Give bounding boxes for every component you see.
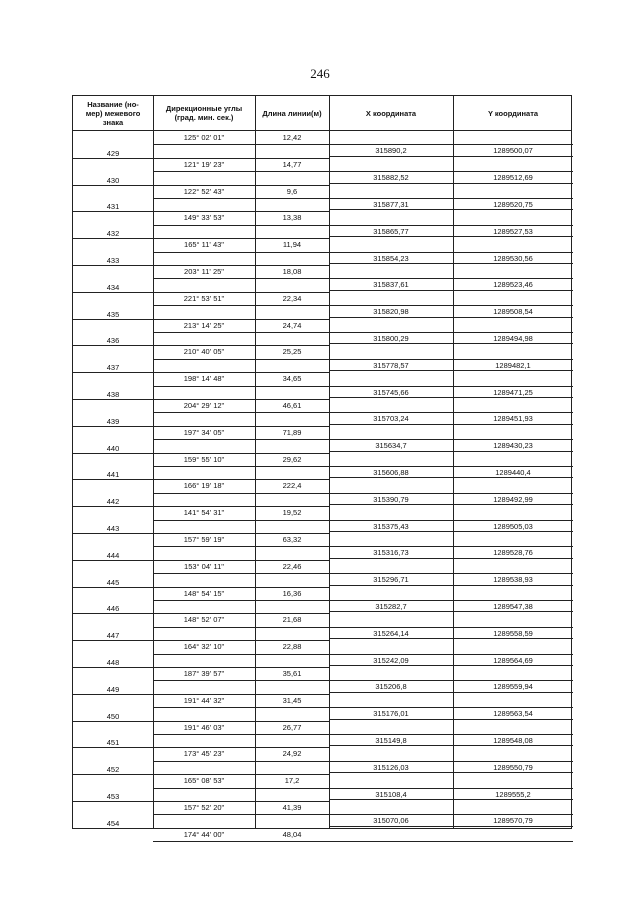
point-y: 1289538,93	[493, 575, 533, 585]
point-name: 439	[106, 416, 120, 426]
row-divider	[153, 747, 329, 748]
segment-angle: 166° 19' 18"	[183, 481, 225, 491]
header-length-text: Длина линии(м)	[262, 108, 322, 118]
column-divider	[329, 96, 330, 130]
row-divider	[73, 506, 153, 507]
row-divider	[153, 158, 329, 159]
row-divider	[329, 654, 573, 655]
row-divider	[329, 317, 573, 318]
segment-length: 34,65	[282, 374, 302, 384]
row-divider	[73, 292, 153, 293]
segment-length: 222,4	[282, 481, 302, 491]
row-divider	[329, 278, 573, 279]
row-divider	[329, 305, 573, 306]
row-divider	[329, 370, 573, 371]
row-divider	[153, 386, 329, 387]
point-x: 315745,66	[373, 387, 409, 397]
point-y: 1289570,79	[493, 816, 533, 826]
point-y: 1289547,38	[493, 602, 533, 611]
point-y: 1289548,08	[493, 736, 533, 745]
row-divider	[73, 828, 153, 829]
point-name: 448	[106, 658, 120, 667]
boundary-coordinates-table	[72, 95, 572, 839]
row-divider	[73, 533, 153, 534]
segment-length: 63,32	[282, 535, 302, 544]
row-divider	[153, 332, 329, 333]
row-divider	[153, 399, 329, 400]
row-divider	[73, 185, 153, 186]
row-divider	[329, 814, 573, 815]
segment-angle: 187° 39' 57"	[183, 669, 225, 678]
row-divider	[329, 451, 573, 452]
row-divider	[329, 225, 573, 226]
row-divider	[329, 665, 573, 666]
row-divider	[329, 707, 573, 708]
row-divider	[73, 721, 153, 722]
segment-length: 19,52	[282, 508, 302, 518]
point-name: 454	[106, 818, 120, 828]
header-angle	[153, 96, 255, 130]
segment-length: 21,68	[282, 615, 302, 625]
row-divider	[329, 734, 573, 735]
row-divider	[153, 640, 329, 641]
row-divider	[329, 504, 573, 505]
segment-length: 22,88	[282, 642, 302, 652]
row-divider	[153, 573, 329, 574]
row-divider	[73, 747, 153, 748]
row-divider	[153, 426, 329, 427]
point-x: 315070,06	[373, 816, 409, 826]
point-x: 315126,03	[373, 762, 409, 772]
row-divider	[73, 640, 153, 641]
row-divider	[329, 412, 573, 413]
row-divider	[329, 156, 573, 157]
point-name: 434	[106, 282, 120, 292]
point-y: 1289527,53	[493, 226, 533, 236]
segment-angle: 210° 40' 05"	[183, 347, 225, 357]
segment-length: 48,04	[282, 829, 302, 839]
row-divider	[153, 680, 329, 681]
row-divider	[73, 345, 153, 346]
segment-length: 71,89	[282, 427, 302, 437]
row-divider	[329, 788, 573, 789]
row-divider	[153, 171, 329, 172]
point-y: 1289528,76	[493, 548, 533, 558]
row-divider	[153, 761, 329, 762]
header-x-text: X координата	[365, 108, 417, 118]
point-name: 445	[106, 577, 120, 587]
row-divider	[73, 453, 153, 454]
segment-angle: 173° 45' 23"	[183, 749, 225, 759]
row-divider	[153, 828, 329, 829]
point-x: 315176,01	[373, 709, 409, 719]
row-divider	[329, 439, 573, 440]
segment-angle: 141° 54' 31"	[183, 508, 225, 518]
point-y: 1289512,69	[493, 173, 533, 183]
row-divider	[329, 236, 573, 237]
row-divider	[329, 209, 573, 210]
point-y: 1289508,54	[493, 307, 533, 317]
segment-angle: 157° 59' 19"	[183, 535, 225, 544]
header-angle-text: Дирекционные углы (град. мин. сек.)	[165, 104, 243, 122]
segment-angle: 125° 02' 01"	[183, 133, 225, 142]
row-divider	[153, 372, 329, 373]
row-divider	[329, 332, 573, 333]
row-divider	[73, 479, 153, 480]
row-divider	[329, 397, 573, 398]
point-x: 315375,43	[373, 521, 409, 531]
segment-length: 9,6	[286, 186, 298, 196]
row-divider	[329, 719, 573, 720]
row-divider	[329, 198, 573, 199]
row-divider	[153, 774, 329, 775]
point-name: 446	[106, 604, 120, 614]
segment-angle: 174° 44' 00"	[183, 829, 225, 839]
segment-length: 16,36	[282, 588, 302, 598]
row-divider	[73, 426, 153, 427]
row-divider	[329, 772, 573, 773]
column-divider	[153, 96, 154, 130]
point-x: 315606,88	[373, 468, 409, 477]
segment-length: 22,46	[282, 561, 302, 571]
point-name: 431	[106, 202, 120, 212]
segment-angle: 165° 08' 53"	[183, 776, 225, 786]
row-divider	[329, 745, 573, 746]
segment-length: 14,77	[282, 159, 302, 169]
segment-length: 25,25	[282, 347, 302, 357]
row-divider	[329, 252, 573, 253]
row-divider	[153, 734, 329, 735]
point-y: 1289558,59	[493, 628, 533, 638]
point-y: 1289451,93	[493, 414, 533, 424]
column-divider	[255, 96, 256, 130]
row-divider	[153, 707, 329, 708]
row-divider	[73, 265, 153, 266]
row-divider	[329, 531, 573, 532]
point-x: 315242,09	[373, 655, 409, 665]
point-y: 1289430,23	[493, 441, 533, 451]
point-y: 1289563,54	[493, 709, 533, 719]
row-divider	[329, 573, 573, 574]
row-divider	[153, 841, 329, 842]
row-divider	[153, 439, 329, 440]
segment-length: 24,74	[282, 320, 302, 330]
row-divider	[329, 558, 573, 559]
segment-angle: 204° 29' 12"	[183, 401, 225, 410]
row-divider	[329, 263, 573, 264]
point-y: 1289564,69	[493, 655, 533, 665]
header-name-text: Название (но- мер) межевого знака	[85, 99, 141, 127]
row-divider	[153, 721, 329, 722]
segment-length: 41,39	[282, 803, 302, 812]
segment-length: 31,45	[282, 695, 302, 705]
table-header	[73, 96, 571, 131]
page-number: 246	[310, 66, 330, 81]
row-divider	[329, 171, 573, 172]
row-divider	[73, 238, 153, 239]
point-y: 1289494,98	[493, 334, 533, 343]
segment-angle: 164° 32' 10"	[183, 642, 225, 652]
row-divider	[153, 801, 329, 802]
header-length	[255, 96, 329, 130]
row-divider	[73, 211, 153, 212]
segment-angle: 198° 14' 48"	[183, 374, 225, 384]
segment-length: 12,42	[282, 133, 302, 142]
segment-angle: 121° 19' 23"	[183, 159, 225, 169]
row-divider	[153, 667, 329, 668]
point-name: 440	[106, 443, 120, 453]
point-y: 1289530,56	[493, 253, 533, 263]
segment-angle: 148° 54' 15"	[183, 588, 225, 598]
segment-length: 11,94	[282, 240, 302, 250]
row-divider	[329, 477, 573, 478]
segment-length: 24,92	[282, 749, 302, 759]
table-body	[73, 131, 571, 839]
row-divider	[153, 252, 329, 253]
point-x: 315390,79	[373, 494, 409, 504]
point-y: 1289550,79	[493, 762, 533, 772]
header-y-text: Y координата	[487, 108, 539, 118]
row-divider	[153, 238, 329, 239]
row-divider	[73, 801, 153, 802]
point-name: 442	[106, 497, 120, 507]
point-x: 315800,29	[373, 334, 409, 343]
segment-angle: 203° 11' 25"	[184, 267, 224, 276]
row-divider	[329, 611, 573, 612]
row-divider	[329, 183, 573, 184]
row-divider	[153, 627, 329, 628]
point-x: 315108,4	[375, 789, 407, 799]
column-divider	[453, 96, 454, 130]
point-x: 315206,8	[375, 682, 407, 692]
row-divider	[153, 587, 329, 588]
row-divider	[153, 292, 329, 293]
row-divider	[329, 638, 573, 639]
point-x: 315877,31	[373, 200, 409, 209]
point-x: 315282,7	[375, 602, 407, 611]
row-divider	[153, 453, 329, 454]
row-divider	[73, 560, 153, 561]
segment-angle: 213° 14' 25"	[183, 320, 225, 330]
segment-angle: 157° 52' 20"	[183, 803, 225, 812]
point-name: 441	[106, 470, 120, 480]
point-name: 438	[106, 390, 120, 399]
row-divider	[329, 424, 573, 425]
segment-angle: 197° 34' 05"	[183, 427, 225, 437]
segment-length: 22,34	[282, 293, 302, 303]
row-divider	[153, 319, 329, 320]
row-divider	[329, 290, 573, 291]
segment-angle: 221° 53' 51"	[183, 293, 225, 303]
row-divider	[73, 613, 153, 614]
point-name: 443	[106, 524, 120, 533]
point-x: 315865,77	[373, 226, 409, 236]
row-divider	[329, 826, 573, 827]
point-y: 1289555,2	[495, 789, 531, 799]
point-y: 1289520,75	[493, 200, 533, 209]
row-divider	[153, 305, 329, 306]
point-y: 1289505,03	[493, 521, 533, 531]
row-divider	[153, 546, 329, 547]
row-divider	[153, 506, 329, 507]
row-divider	[329, 343, 573, 344]
row-divider	[73, 158, 153, 159]
point-y: 1289559,94	[493, 682, 533, 692]
row-divider	[153, 600, 329, 601]
row-divider	[329, 520, 573, 521]
row-divider	[153, 654, 329, 655]
row-divider	[73, 774, 153, 775]
point-name: 447	[106, 631, 120, 641]
point-name: 436	[106, 336, 120, 346]
segment-length: 29,62	[282, 454, 302, 464]
segment-length: 35,61	[282, 669, 302, 678]
point-name: 430	[106, 175, 120, 185]
row-divider	[153, 265, 329, 266]
row-divider	[329, 627, 573, 628]
row-divider	[153, 613, 329, 614]
row-divider	[153, 185, 329, 186]
row-divider	[153, 466, 329, 467]
point-name: 450	[106, 711, 120, 721]
point-x: 315778,57	[373, 360, 409, 370]
segment-angle: 165° 11' 43"	[184, 240, 224, 250]
point-x: 315149,8	[375, 736, 407, 745]
row-divider	[153, 412, 329, 413]
point-x: 315316,73	[373, 548, 409, 558]
point-name: 437	[106, 363, 120, 373]
row-divider	[329, 386, 573, 387]
row-divider	[329, 600, 573, 601]
point-name: 433	[106, 256, 120, 265]
header-name	[73, 96, 153, 130]
row-divider	[329, 546, 573, 547]
header-x	[329, 96, 453, 130]
point-y: 1289492,99	[493, 494, 533, 504]
point-y: 1289500,07	[493, 146, 533, 156]
row-divider	[153, 560, 329, 561]
row-divider	[73, 372, 153, 373]
row-divider	[153, 493, 329, 494]
point-x: 315820,98	[373, 307, 409, 317]
point-name: 452	[106, 765, 120, 775]
row-divider	[73, 694, 153, 695]
point-name: 429	[106, 148, 120, 158]
row-divider	[153, 533, 329, 534]
segment-angle: 153° 04' 11"	[184, 561, 224, 571]
segment-angle: 122° 52' 43"	[183, 186, 225, 196]
row-divider	[329, 799, 573, 800]
segment-length: 17,2	[284, 776, 300, 786]
row-divider	[329, 692, 573, 693]
point-x: 315854,23	[373, 253, 409, 263]
segment-length: 18,08	[282, 267, 302, 276]
point-name: 453	[106, 792, 120, 801]
point-x: 315703,24	[373, 414, 409, 424]
segment-angle: 148° 52' 07"	[183, 615, 225, 625]
point-y: 1289523,46	[493, 280, 533, 290]
segment-angle: 191° 46' 03"	[183, 722, 225, 732]
point-x: 315634,7	[375, 441, 407, 451]
row-divider	[153, 814, 329, 815]
point-x: 315890,2	[375, 146, 407, 156]
row-divider	[73, 587, 153, 588]
row-divider	[153, 278, 329, 279]
row-divider	[329, 761, 573, 762]
row-divider	[153, 694, 329, 695]
point-name: 449	[106, 684, 120, 694]
point-x: 315264,14	[373, 628, 409, 638]
row-divider	[153, 479, 329, 480]
row-divider	[73, 319, 153, 320]
segment-length: 13,38	[282, 213, 302, 223]
point-name: 444	[106, 550, 120, 560]
row-divider	[73, 399, 153, 400]
row-divider	[329, 585, 573, 586]
row-divider	[329, 841, 573, 842]
header-y	[453, 96, 573, 130]
row-divider	[329, 144, 573, 145]
segment-length: 46,61	[282, 401, 302, 410]
row-divider	[153, 788, 329, 789]
row-divider	[153, 144, 329, 145]
row-divider	[73, 667, 153, 668]
point-x: 315882,52	[373, 173, 409, 183]
row-divider	[329, 680, 573, 681]
point-x: 315837,61	[373, 280, 409, 290]
row-divider	[329, 359, 573, 360]
point-name: 432	[106, 229, 120, 239]
row-divider	[153, 225, 329, 226]
point-y: 1289440,4	[495, 468, 531, 477]
point-name: 435	[106, 309, 120, 319]
row-divider	[329, 466, 573, 467]
segment-angle: 149° 33' 53"	[183, 213, 225, 223]
row-divider	[153, 211, 329, 212]
segment-angle: 159° 55' 10"	[183, 454, 225, 464]
row-divider	[153, 359, 329, 360]
row-divider	[153, 520, 329, 521]
row-divider	[153, 198, 329, 199]
point-name: 451	[106, 738, 120, 748]
row-divider	[153, 345, 329, 346]
point-y: 1289482,1	[495, 360, 531, 370]
segment-angle: 191° 44' 32"	[183, 695, 225, 705]
point-y: 1289471,25	[493, 387, 533, 397]
point-x: 315296,71	[373, 575, 409, 585]
row-divider	[329, 493, 573, 494]
segment-length: 26,77	[282, 722, 302, 732]
